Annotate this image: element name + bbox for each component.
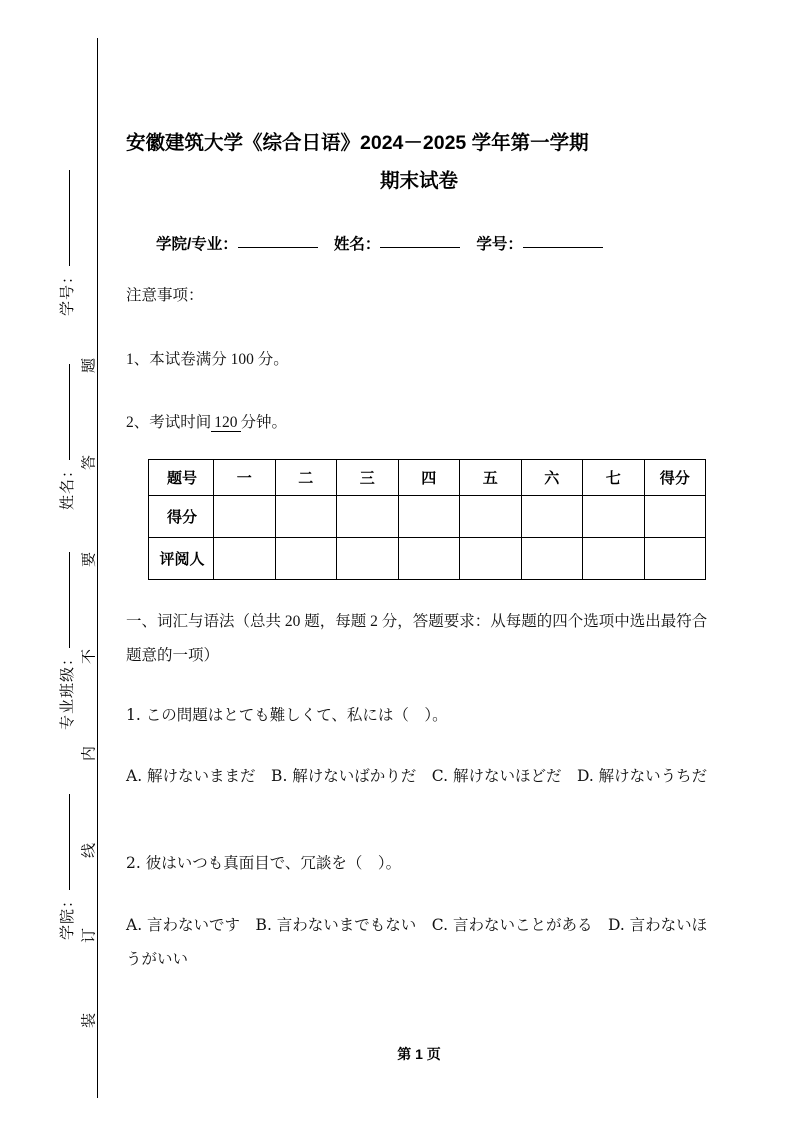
exam-title-line-2: 期末试卷 <box>379 170 458 192</box>
college-major-label: 学院/专业： <box>156 236 238 253</box>
score-table-row-header: 题号 <box>149 460 214 496</box>
college-major-blank[interactable] <box>238 247 318 248</box>
grader-cell[interactable] <box>275 538 337 580</box>
grader-cell[interactable] <box>521 538 583 580</box>
margin-field-college-blank <box>69 794 70 890</box>
seal-line-char: 不 <box>81 649 98 665</box>
seal-line-char: 题 <box>81 358 98 374</box>
table-row <box>149 538 706 580</box>
notice-item-2-prefix: 2、考试时间 <box>126 414 212 431</box>
question-1-options: A. 解けないままだ B. 解けないばかりだ C. 解けないほどだ D. 解けないうちだ <box>126 767 708 785</box>
score-table-row-header: 评阅人 <box>149 538 214 580</box>
score-cell[interactable] <box>521 496 583 538</box>
score-table-row-header: 得分 <box>149 496 214 538</box>
student-info-line <box>156 232 716 254</box>
score-table-col-header: 得分 <box>644 460 706 496</box>
margin-field-name-label: 姓名： <box>60 461 76 510</box>
seal-line-char: 线 <box>81 843 98 859</box>
score-table-col-header: 三 <box>337 460 399 496</box>
margin-field-class <box>56 552 77 730</box>
score-cell[interactable] <box>398 496 460 538</box>
grader-cell[interactable] <box>644 538 706 580</box>
binding-margin <box>0 0 98 1122</box>
question-1-stem: 1. この問題はとても難しくて、私には（ ）。 <box>126 706 448 724</box>
grader-cell[interactable] <box>398 538 460 580</box>
student-id-label: 学号： <box>476 236 523 253</box>
name-field <box>334 236 461 253</box>
score-table-col-header: 五 <box>460 460 522 496</box>
score-cell[interactable] <box>275 496 337 538</box>
score-table <box>148 459 706 580</box>
student-id-blank[interactable] <box>523 247 603 248</box>
score-table-col-header: 一 <box>214 460 276 496</box>
grader-cell[interactable] <box>460 538 522 580</box>
name-label: 姓名： <box>333 236 381 253</box>
margin-field-student-id-blank <box>69 170 70 266</box>
margin-field-class-label: 专业班级： <box>60 649 76 730</box>
notice-item-1: 1、本试卷满分 100 分。 <box>126 351 289 368</box>
seal-line-char: 装 <box>81 1013 98 1029</box>
margin-field-student-id <box>56 170 77 316</box>
page-title <box>126 124 712 200</box>
exam-sheet <box>126 0 716 1122</box>
score-cell[interactable] <box>460 496 522 538</box>
score-table-col-header: 七 <box>583 460 645 496</box>
grader-cell[interactable] <box>337 538 399 580</box>
score-cell[interactable] <box>644 496 706 538</box>
college-major-field <box>156 236 318 253</box>
grader-cell[interactable] <box>583 538 645 580</box>
table-row <box>149 496 706 538</box>
notice-item-2 <box>126 408 714 438</box>
exam-duration-value: 120 <box>211 414 240 432</box>
name-blank[interactable] <box>380 247 460 248</box>
score-cell[interactable] <box>214 496 276 538</box>
section-1-heading: 一、词汇与语法（总共 20 题，每题 2 分，答题要求：从每题的四个选项中选出最符合题意的一项） <box>126 613 708 664</box>
exam-title-line-1: 安徽建筑大学《综合日语》2024－2025 学年第一学期 <box>126 132 589 154</box>
notice-heading: 注意事项： <box>126 287 204 304</box>
seal-line-char: 内 <box>81 746 98 762</box>
seal-line-char: 答 <box>81 455 98 471</box>
margin-field-college <box>56 794 77 940</box>
margin-field-college-label: 学院： <box>60 891 76 940</box>
grader-cell[interactable] <box>214 538 276 580</box>
score-cell[interactable] <box>337 496 399 538</box>
page-footer: 第 1 页 <box>397 1046 441 1062</box>
notice-item-2-suffix: 分钟。 <box>240 414 288 431</box>
score-table-col-header: 二 <box>275 460 337 496</box>
margin-field-class-blank <box>69 552 70 648</box>
margin-field-name <box>56 364 77 510</box>
seal-line-char: 订 <box>81 928 98 944</box>
margin-field-name-blank <box>69 364 70 460</box>
table-row <box>149 460 706 496</box>
score-table-col-header: 四 <box>398 460 460 496</box>
score-table-col-header: 六 <box>521 460 583 496</box>
question-2-options: A. 言わないです B. 言わないまでもない C. 言わないことがある D. 言わないほうがいい <box>126 916 708 968</box>
score-cell[interactable] <box>583 496 645 538</box>
question-2-stem: 2. 彼はいつも真面目で、冗談を（ ）。 <box>126 854 402 872</box>
student-id-field <box>476 236 603 253</box>
margin-field-student-id-label: 学号： <box>60 267 76 316</box>
seal-line-char: 要 <box>81 552 98 568</box>
